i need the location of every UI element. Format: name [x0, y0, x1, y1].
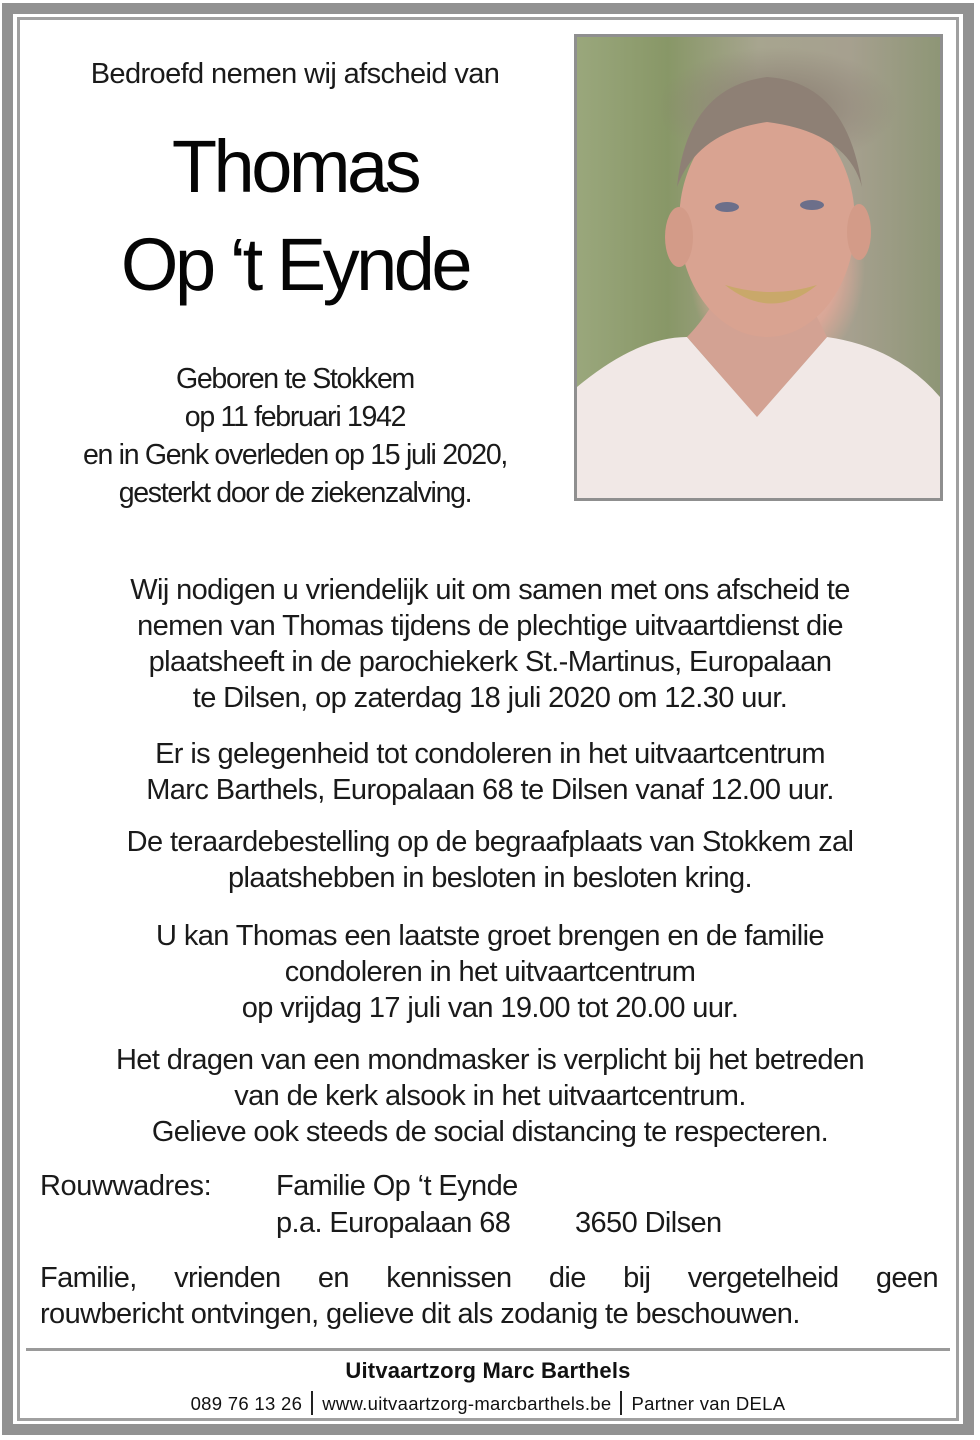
birth-line: Geboren te Stokkem [176, 363, 414, 395]
deceased-last-name: Op ‘t Eynde [120, 223, 470, 306]
paragraph-line: plaatsheeft in de parochiekerk St.-Martinus, Europalaan [148, 646, 832, 678]
paragraph-line: nemen van Thomas tijdens de plechtige uitvaartdienst die [137, 610, 843, 642]
footer-contact-line [26, 1391, 950, 1415]
paragraph-line: De teraardebestelling op de begraafplaats van Stokkem zal [126, 826, 854, 858]
deceased-first-name: Thomas [171, 125, 419, 208]
last-farewell-paragraph [30, 918, 950, 1026]
burial-paragraph [30, 824, 950, 896]
paragraph-line: condoleren in het uitvaartcentrum [284, 956, 696, 988]
notice-line: Familie, vrienden en kennissen die bij vergetelheid geen [40, 1262, 938, 1294]
notice-line: rouwbericht ontvingen, gelieve dit als zodanig te beschouwen. [40, 1298, 800, 1330]
mourning-address-city: 3650 Dilsen [575, 1207, 722, 1239]
paragraph-line: Marc Barthels, Europalaan 68 te Dilsen vanaf 12.00 uur. [146, 774, 834, 806]
birth-line: gesterkt door de ziekenzalving. [118, 477, 472, 509]
paragraph-line: Er is gelegenheid tot condoleren in het uitvaartcentrum [155, 738, 825, 770]
separator [311, 1391, 313, 1415]
paragraph-line: Gelieve ook steeds de social distancing te respecteren. [151, 1116, 829, 1148]
funeral-service-paragraph [30, 572, 950, 716]
website-link[interactable]: www.uitvaartzorg-marcbarthels.be [322, 1393, 612, 1414]
portrait-illustration [577, 37, 940, 498]
paragraph-line: te Dilsen, op zaterdag 18 juli 2020 om 12.30 uur. [192, 682, 788, 714]
portrait-photo [574, 34, 943, 501]
notice-paragraph [40, 1260, 938, 1332]
footer-divider [26, 1348, 950, 1351]
partner-text: Partner van DELA [631, 1393, 786, 1414]
separator [620, 1391, 622, 1415]
birth-line: op 11 februari 1942 [184, 401, 406, 433]
paragraph-line: U kan Thomas een laatste groet brengen en de familie [156, 920, 824, 952]
face-mask-paragraph [30, 1042, 950, 1150]
mourning-address-street: p.a. Europalaan 68 [276, 1207, 511, 1239]
paragraph-line: plaatshebben in besloten in besloten kring. [228, 862, 752, 894]
funeral-company-name: Uitvaartzorg Marc Barthels [345, 1358, 631, 1383]
paragraph-line: Wij nodigen u vriendelijk uit om samen met ons afscheid te [130, 574, 850, 606]
mourning-address-family: Familie Op ‘t Eynde [276, 1170, 518, 1202]
phone-number: 089 76 13 26 [190, 1393, 303, 1414]
condolence-paragraph [30, 736, 950, 808]
intro-text: Bedroefd nemen wij afscheid van [90, 58, 500, 90]
paragraph-line: van de kerk alsook in het uitvaartcentrum. [234, 1080, 746, 1112]
paragraph-line: Het dragen van een mondmasker is verplicht bij het betreden [115, 1044, 865, 1076]
birth-death-details [30, 360, 560, 512]
mourning-address-label: Rouwwadres: [40, 1170, 212, 1202]
paragraph-line: op vrijdag 17 juli van 19.00 tot 20.00 uur. [241, 992, 739, 1024]
birth-line: en in Genk overleden op 15 juli 2020, [82, 439, 508, 471]
